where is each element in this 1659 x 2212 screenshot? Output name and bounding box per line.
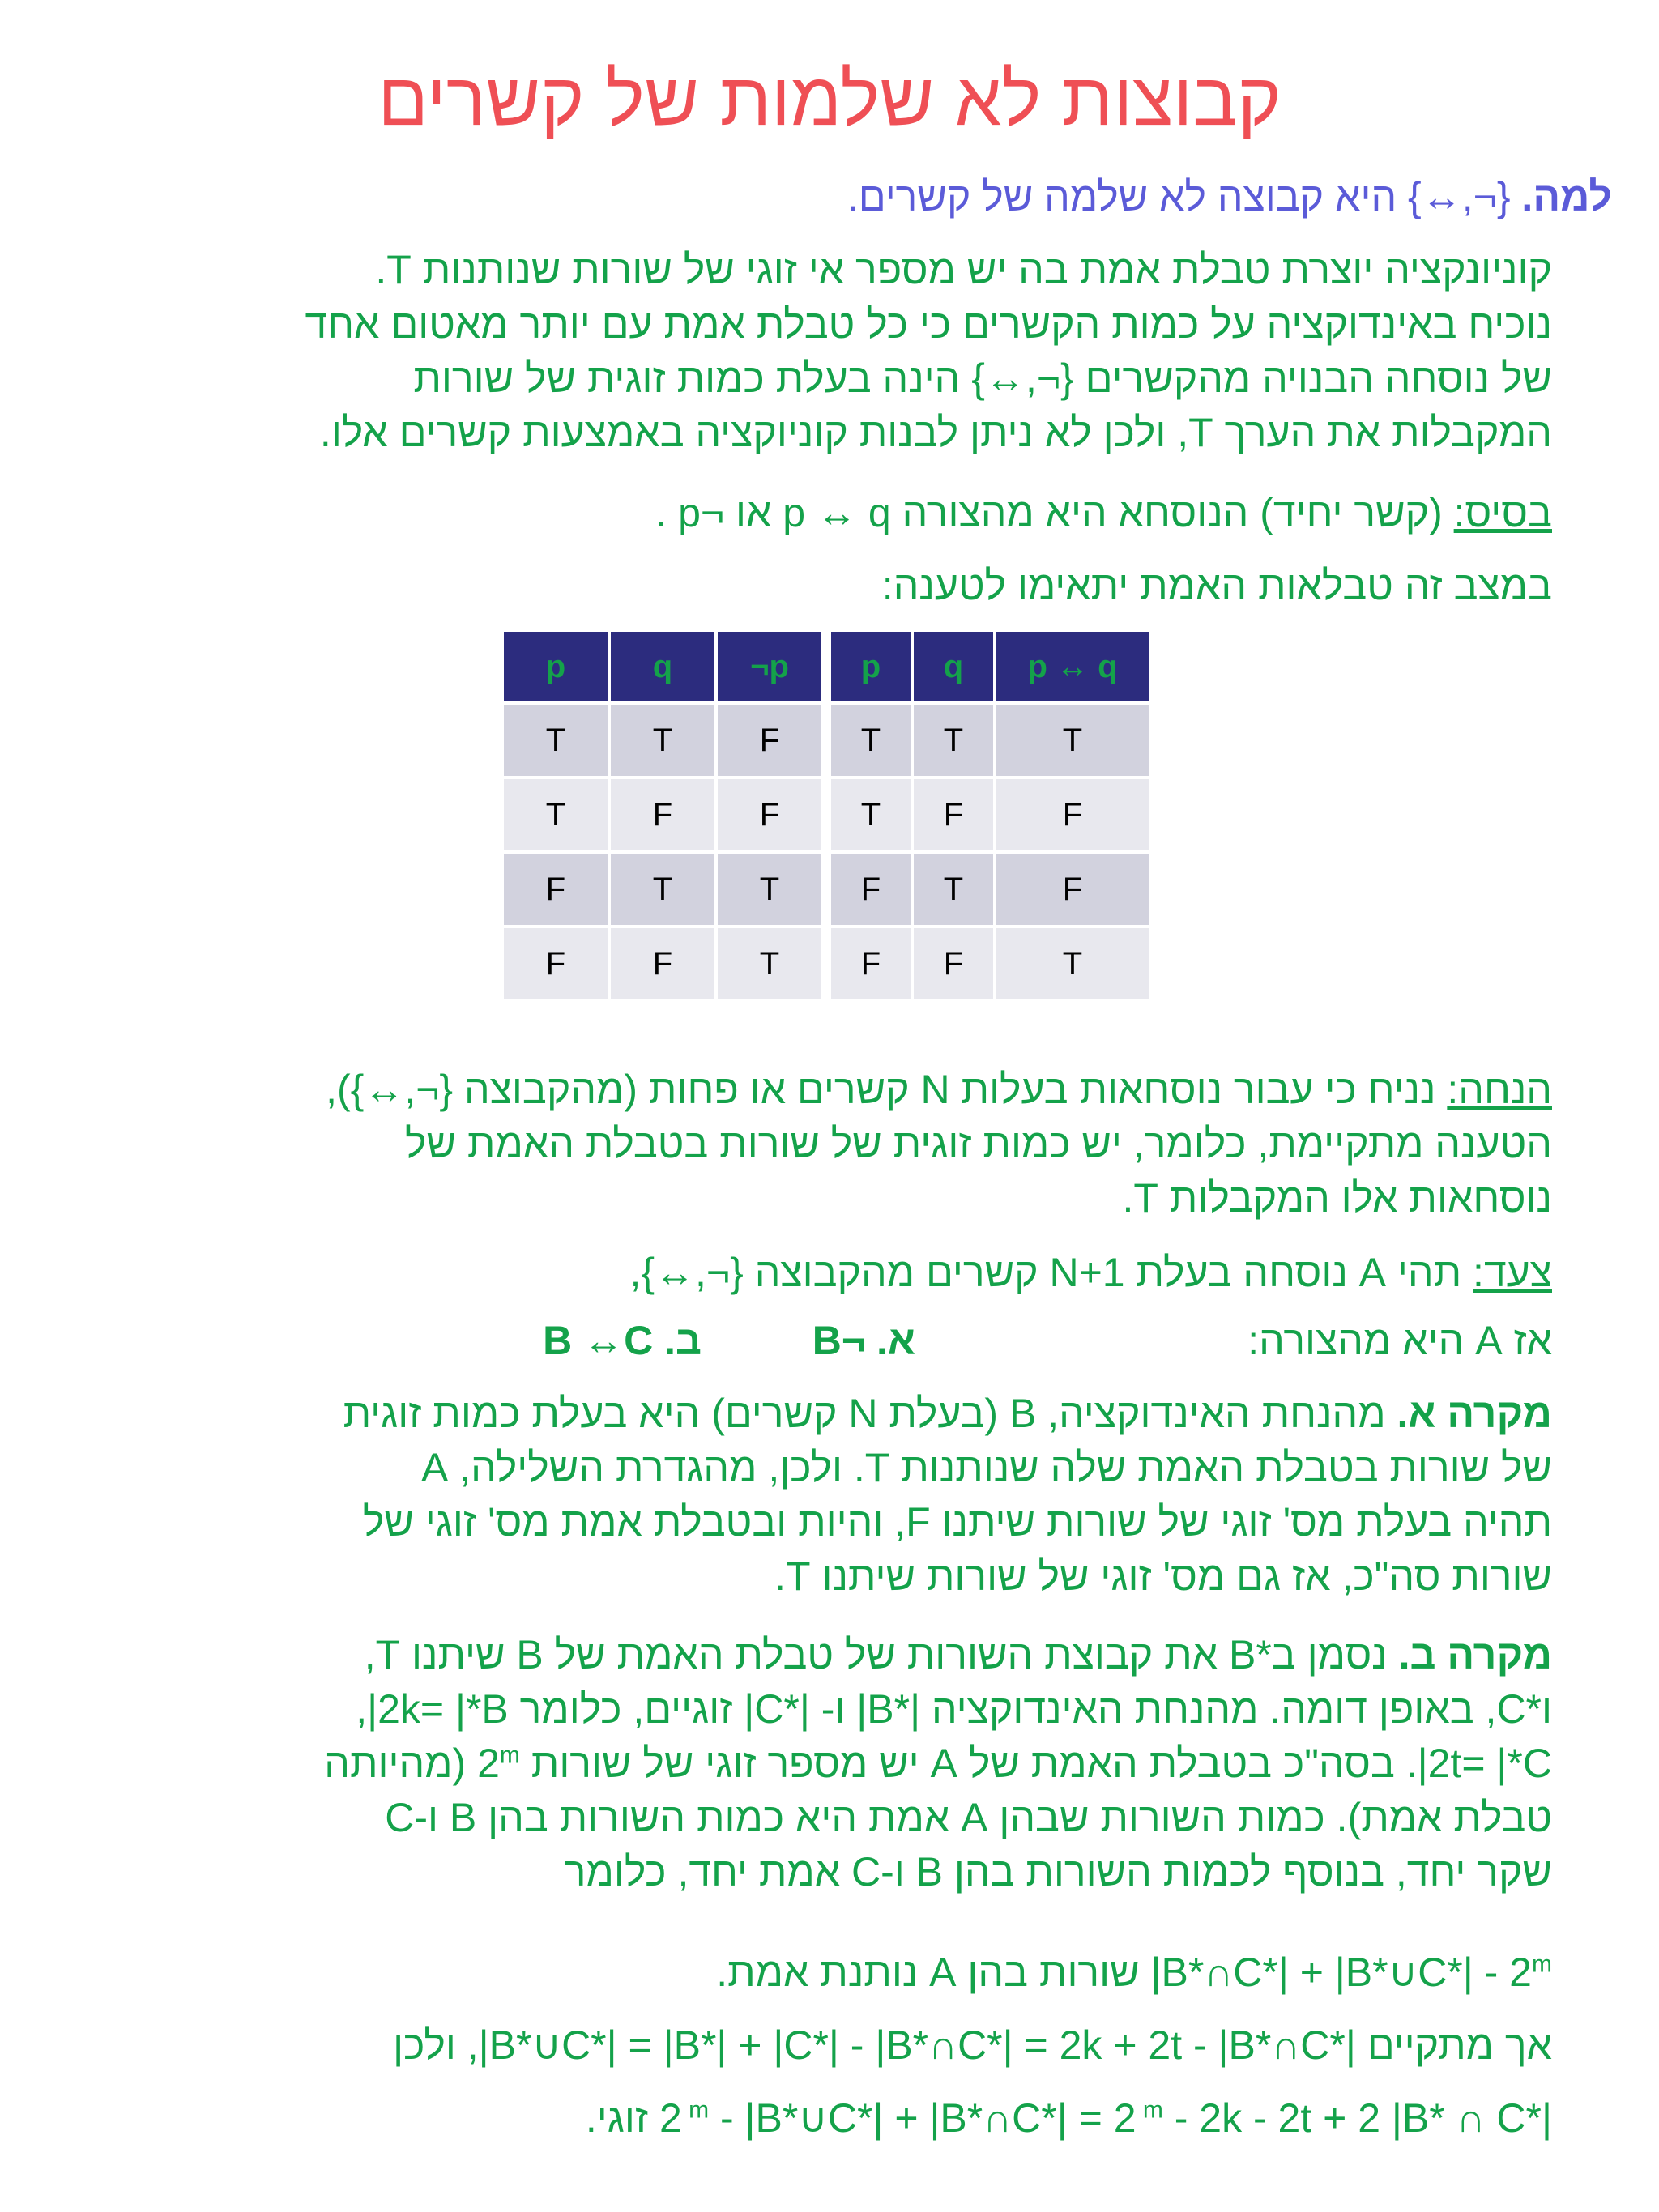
intro-line: של נוסחה הבנויה מהקשרים {¬,↔} הינה בעלת כמות זוגית של שורות [413, 356, 1552, 401]
exponent: m [1532, 1950, 1552, 1978]
exponent: m [499, 1741, 520, 1769]
base-label: בסיס: [1453, 490, 1552, 535]
table-cell: F [718, 779, 821, 850]
case-b-formula [1151, 1950, 1552, 1995]
table-row [504, 705, 821, 776]
table-cell: F [718, 705, 821, 776]
case-b-formula [659, 2095, 1552, 2141]
table-row [504, 779, 821, 850]
case-b-line-part: זוגי. [585, 2095, 659, 2141]
formula-part: |B*∩C*| + |B*∪C*| - 2 [1150, 1950, 1532, 1995]
case-b-paragraph [45, 1628, 1552, 1899]
formula-part: - |B*∪C*| + |B*∩C*| = 2 [709, 2095, 1137, 2141]
table-cell: F [504, 854, 608, 925]
table-cell: T [831, 705, 911, 776]
table-cell: F [996, 779, 1149, 850]
intro-paragraph [94, 243, 1552, 460]
case-b-line-part: (מהיותה [324, 1741, 478, 1786]
assumption-label: הנחה: [1447, 1067, 1552, 1112]
table-row [831, 928, 1149, 999]
table-cell: F [831, 854, 911, 925]
assumption-paragraph [94, 1063, 1552, 1225]
formula-part: - 2k - 2t + 2 |B* ∩ C*| [1162, 2095, 1552, 2141]
table-cell: T [914, 854, 993, 925]
case-b-line-part: אך מתקיים [1355, 2022, 1552, 2068]
case-b-formula: |B*∪C*| = |B*| + |C*| - |B*∩C*| = 2k + 2t - |B*∩C*| [478, 2022, 1356, 2068]
case-b-line: שקר יחד, בנוסף לכמות השורות בהן B ו-C אמת יחד, כלומר [564, 1849, 1552, 1894]
assumption-line: נוסחאות אלו המקבלות T. [1122, 1175, 1552, 1221]
truth-table-negation [501, 629, 825, 1003]
table-cell: F [996, 854, 1149, 925]
table-cell: T [996, 928, 1149, 999]
case-b-line8 [94, 2090, 1552, 2146]
table-header-cell: ¬p [718, 632, 821, 701]
exponent: m [681, 2096, 710, 2124]
case-b-label: מקרה ב. [1398, 1632, 1552, 1677]
table-header-cell: q [611, 632, 714, 701]
step-line [94, 1246, 1552, 1300]
table-cell: F [611, 928, 714, 999]
base-line [94, 486, 1552, 540]
table-header-cell: p [831, 632, 911, 701]
lemma-line [73, 170, 1612, 224]
table-cell: F [504, 928, 608, 999]
assumption-line: הטענה מתקיימת, כלומר, יש כמות זוגית של שורות בטבלת האמת של [405, 1121, 1552, 1166]
case-a-paragraph [94, 1387, 1552, 1604]
table-cell: T [611, 705, 714, 776]
lemma-text: {¬,↔} היא קבוצה לא שלמה של קשרים. [847, 174, 1522, 219]
case-b-line-part: שורות בהן A נותנת אמת. [716, 1950, 1151, 1995]
exponent: m [1136, 2096, 1163, 2124]
table-cell: F [914, 928, 993, 999]
step-form-prefix: אז A היא מהצורה: [1247, 1318, 1552, 1363]
case-b-line: טבלת אמת). כמות השורות שבהן A אמת היא כמות השורות בהן B ו-C [385, 1795, 1552, 1840]
table-row [831, 854, 1149, 925]
step-form-a: א. ¬B [812, 1318, 915, 1363]
table-cell: T [831, 779, 911, 850]
lemma-label: למה. [1521, 174, 1612, 219]
case-b-line-part: , ולכן [393, 2022, 479, 2068]
case-b-line-part: 2t= |*C|. בסה"כ בטבלת האמת של A יש מספר זוגי של שורות 2 [477, 1741, 1552, 1786]
case-a-line: תהיה בעלת מס' זוגי של שורות שיתנו F, והיות ובטבלת אמת מס' זוגי של [362, 1499, 1552, 1545]
table-cell: T [718, 854, 821, 925]
table-cell: T [504, 779, 608, 850]
case-b-line [45, 1737, 1552, 1791]
case-a-line: של שורות בטבלת האמת שלה שנותנות T. ולכן, מהגדרת השלילה, A [420, 1445, 1552, 1490]
intro-line: קוניונקציה יוצרת טבלת אמת בה יש מספר אי זוגי של שורות שנותנות T. [375, 247, 1552, 292]
table-header-cell: q [914, 632, 993, 701]
formula-part: 2 [659, 2095, 682, 2141]
case-a-label: מקרה א. [1397, 1391, 1552, 1436]
page-title: קבוצות לא שלמות של קשרים [377, 58, 1282, 141]
case-a-line: שורות סה"כ, אז גם מס' זוגי של שורות שיתנו T. [774, 1554, 1552, 1599]
case-b-line: ו*C, באופן דומה. מהנחת האינדוקציה |*B| ו- |*C| זוגיים, כלומר 2k= |*B|, [356, 1686, 1552, 1732]
case-a-line: מהנחת האינדוקציה, B (בעלת N קשרים) היא בעלת כמות זוגית [343, 1391, 1397, 1436]
case-b-line7 [45, 2017, 1552, 2073]
step-label: צעד: [1473, 1250, 1552, 1295]
step-form-b: ב. B ↔C [543, 1318, 702, 1363]
table-header-cell: p [504, 632, 608, 701]
table-cell: F [914, 779, 993, 850]
intro-line: המקבלות את הערך T, ולכן לא ניתן לבנות קוניוקציה באמצעות קשרים אלו. [319, 410, 1552, 455]
table-header-cell: p ↔ q [996, 632, 1149, 701]
step-text: תהי A נוסחה בעלת N+1 קשרים מהקבוצה {¬,↔}, [629, 1250, 1473, 1295]
case-b-line: נסמן ב*B את קבוצת השורות של טבלת האמת של B שיתנו T, [364, 1632, 1399, 1677]
table-cell: T [996, 705, 1149, 776]
base-text: (קשר יחיד) הנוסחא היא מהצורה p ↔ q או ¬p . [655, 490, 1454, 535]
tables-intro-text: במצב זה טבלאות האמת יתאימו לטענה: [881, 563, 1552, 608]
table-row [504, 854, 821, 925]
truth-table-biconditional [828, 629, 1152, 1003]
case-b-line6 [94, 1944, 1552, 2001]
table-cell: T [611, 854, 714, 925]
intro-line: נוכיח באינדוקציה על כמות הקשרים כי כל טבלת אמת עם יותר מאטום אחד [305, 301, 1552, 347]
table-row [504, 928, 821, 999]
table-cell: F [611, 779, 714, 850]
table-cell: T [914, 705, 993, 776]
table-cell: T [504, 705, 608, 776]
table-cell: F [831, 928, 911, 999]
assumption-line: נניח כי עבור נוסחאות בעלות N קשרים או פחות (מהקבוצה {¬,↔}), [326, 1067, 1448, 1112]
table-row [831, 705, 1149, 776]
table-row [831, 779, 1149, 850]
tables-intro [94, 559, 1552, 613]
table-cell: T [718, 928, 821, 999]
